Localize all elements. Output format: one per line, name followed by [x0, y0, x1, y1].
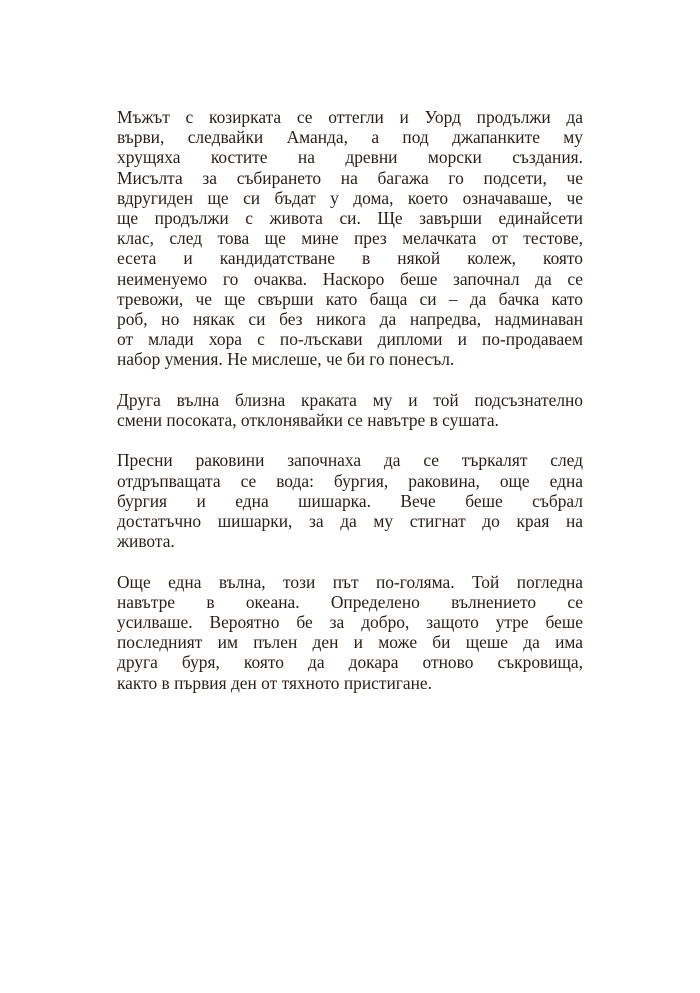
- body-text: [117, 107, 583, 713]
- text-line: роб, но някак си без никога да напредва, надминаван: [117, 309, 583, 330]
- text-line: друга буря, която да докара отново съкровища,: [117, 652, 583, 673]
- text-line: есета и кандидатстване в някой колеж, която: [117, 248, 583, 269]
- text-line: върви, следвайки Аманда, а под джапанките му: [117, 127, 583, 148]
- paragraph-4: [117, 572, 583, 693]
- text-line: отдръпващата се вода: бургия, раковина, още една: [117, 470, 583, 491]
- paragraph-1: [117, 107, 583, 370]
- text-line: достатъчно шишарки, за да му стигнат до края на: [117, 511, 583, 532]
- text-line: Мисълта за събирането на багажа го подсети, че: [117, 167, 583, 188]
- text-line: смени посоката, отклонявайки се навътре в сушата.: [117, 410, 499, 431]
- text-line: клас, след това ще мине през мелачката от тестове,: [117, 228, 583, 249]
- paragraph-2: [117, 390, 583, 430]
- text-line: живота.: [117, 531, 175, 552]
- text-line: Още една вълна, този път по-голяма. Той погледна: [117, 571, 583, 592]
- text-line: Друга вълна близна краката му и той подсъзнателно: [117, 389, 583, 410]
- text-line: набор умения. Не мислеше, че би го понесъл.: [117, 349, 455, 370]
- text-line: усилваше. Вероятно бе за добро, защото утре беше: [117, 612, 583, 633]
- text-line: Пресни раковини започнаха да се търкалят след: [117, 450, 583, 471]
- text-line: неименуемо го очаква. Наскоро беше започнал да се: [117, 268, 583, 289]
- text-line: навътре в океана. Определено вълнението се: [117, 591, 583, 612]
- paragraph-3: [117, 450, 583, 551]
- text-line: както в първия ден от тяхното пристигане.: [117, 672, 433, 693]
- text-line: последният им пълен ден и може би щеше да има: [117, 632, 583, 653]
- text-line: ще продължи с живота си. Ще завърши единайсети: [117, 208, 583, 229]
- text-line: вдругиден ще си бъдат у дома, което означаваше, че: [117, 187, 583, 208]
- text-line: Мъжът с козирката се оттегли и Уорд продължи да: [117, 107, 583, 127]
- text-line: от млади хора с по-лъскави дипломи и по-продаваем: [117, 329, 583, 350]
- text-line: бургия и една шишарка. Вече беше събрал: [117, 490, 583, 511]
- text-line: хрущяха костите на древни морски създания.: [117, 147, 583, 168]
- text-line: тревожи, че ще свърши като баща си – да бачка като: [117, 288, 583, 309]
